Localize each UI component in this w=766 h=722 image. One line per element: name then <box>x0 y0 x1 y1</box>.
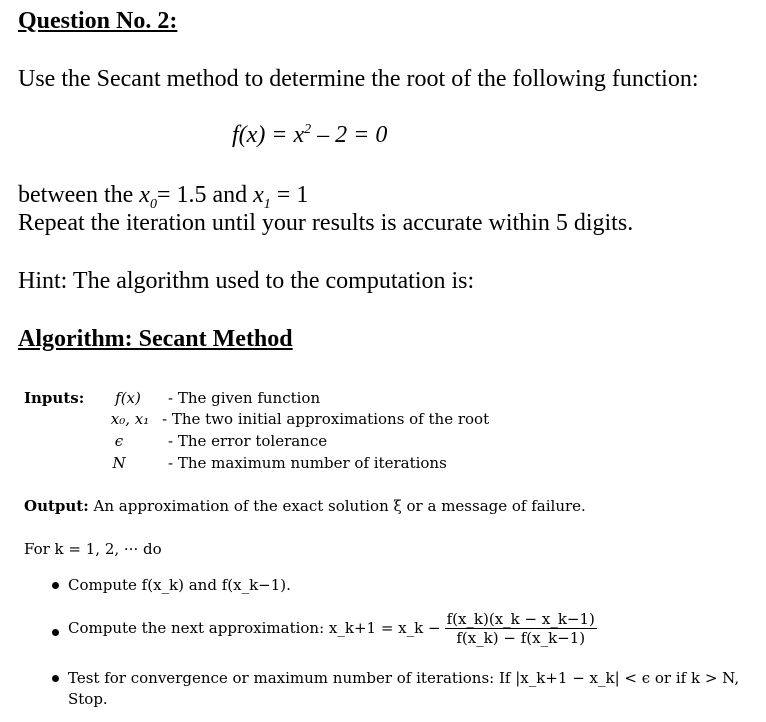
step-stop: Stop. <box>68 690 108 708</box>
x1-subscript: 1 <box>263 196 271 212</box>
bullet-icon <box>52 629 59 636</box>
question-intro: Use the Secant method to determine the root of the following function: <box>18 66 699 92</box>
fraction-numerator: f(x_k)(x_k − x_k−1) <box>446 609 595 628</box>
x0-subscript: 0 <box>149 196 157 212</box>
hint-text: Hint: The algorithm used to the computation is: <box>18 268 475 294</box>
bullet-icon <box>52 582 59 589</box>
step-next-approx <box>68 606 597 650</box>
equation-exponent: 2 <box>304 122 312 137</box>
input-symbol-x0x1: x₀, x₁ <box>110 410 150 428</box>
input-symbol-fx: f(x) <box>115 389 141 407</box>
step-convergence: Test for convergence or maximum number of iterations: If |x_k+1 − x_k| < ϵ or if k > N, <box>68 669 740 687</box>
between-mid: = 1.5 and <box>156 182 254 208</box>
inputs-label: Inputs: <box>24 389 85 407</box>
input-desc-epsilon: - The error tolerance <box>168 432 328 450</box>
input-desc-x0x1: - The two initial approximations of the root <box>162 410 490 428</box>
fraction-denominator: f(x_k) − f(x_k−1) <box>456 628 586 647</box>
question-title: Question No. 2: <box>18 8 178 34</box>
input-symbol-n: N <box>112 454 126 472</box>
output-line <box>24 497 586 515</box>
between-suffix: = 1 <box>270 182 309 208</box>
step-next-approx-text: Compute the next approximation: x_k+1 = x_k − <box>68 619 441 637</box>
function-equation <box>232 122 387 149</box>
initial-values <box>18 182 308 213</box>
algorithm-title: Algorithm: Secant Method <box>18 326 293 352</box>
input-desc-fx: - The given function <box>168 389 321 407</box>
step-compute-f: Compute f(x_k) and f(x_k−1). <box>68 576 291 594</box>
between-prefix: between the <box>18 182 140 208</box>
repeat-instruction: Repeat the iteration until your results is accurate within 5 digits. <box>18 210 634 236</box>
equation-lhs: f(x) = x <box>232 122 305 148</box>
x0-symbol: x <box>139 182 150 208</box>
output-text: An approximation of the exact solution ξ or a message of failure. <box>93 497 586 515</box>
input-desc-n: - The maximum number of iterations <box>168 454 447 472</box>
loop-header: For k = 1, 2, ··· do <box>24 540 162 558</box>
equation-rhs: – 2 = 0 <box>311 122 388 148</box>
secant-fraction <box>445 610 597 647</box>
output-label: Output: <box>24 497 89 515</box>
x1-symbol: x <box>253 182 264 208</box>
bullet-icon <box>52 675 59 682</box>
input-symbol-epsilon: ϵ <box>114 432 124 450</box>
